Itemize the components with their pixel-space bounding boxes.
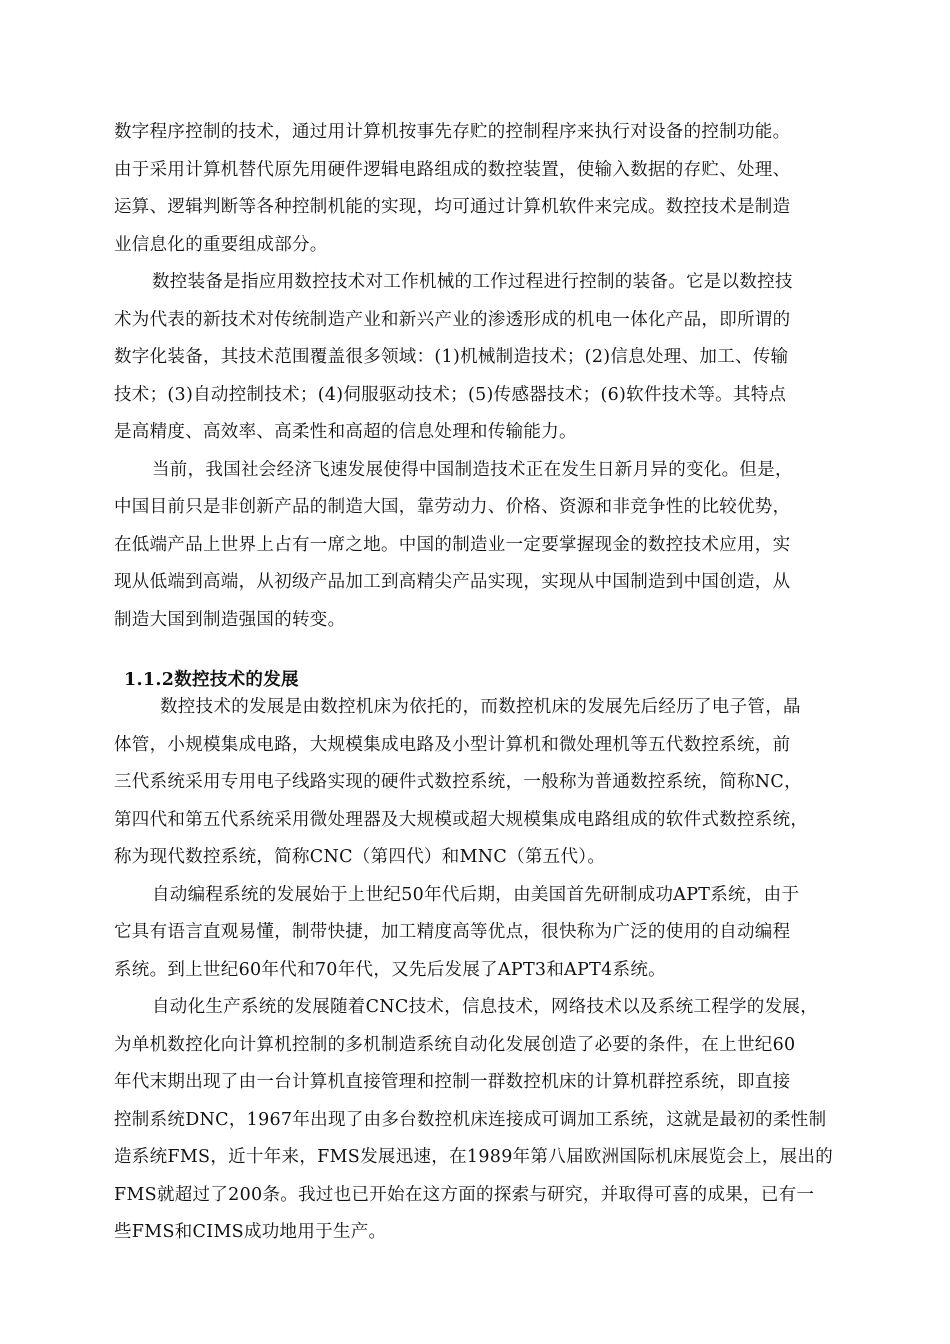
paragraph-4 — [160, 689, 870, 727]
text-line: 现从低端到高端，从初级产品加工到高精尖产品实现，实现从中国制造到中国创造，从 — [114, 572, 791, 592]
paragraph-1 — [114, 114, 870, 264]
paragraph-5-continued — [114, 914, 870, 989]
text-line: 第四代和第五代系统采用微处理器及大规模或超大规模集成电路组成的软件式数控系统， — [114, 809, 809, 830]
text-line: 年代末期出现了由一台计算机直接管理和控制一群数控机床的计算机群控系统，即直接 — [114, 1072, 791, 1092]
text-line: 数控装备是指应用数控技术对工作机械的工作过程进行控制的装备。它是以数控技 — [152, 272, 793, 292]
paragraph-6-continued — [114, 1027, 870, 1252]
text-line: 体管，小规模集成电路，大规模集成电路及小型计算机和微处理机等五代数控系统，前 — [114, 734, 791, 755]
text-line: 由于采用计算机替代原先用硬件逻辑电路组成的数控装置，使输入数据的存贮、处理、 — [114, 159, 791, 180]
text-line: 数字化装备，其技术范围覆盖很多领域：(1)机械制造技术；(2)信息处理、加工、传输 — [114, 347, 789, 367]
section-heading: 1.1.2数控技术的发展 — [124, 670, 299, 690]
paragraph-5 — [152, 877, 870, 915]
text-line: 自动编程系统的发展始于上世纪50年代后期，由美国首先研制成功APT系统，由于 — [152, 884, 800, 905]
text-line: 业信息化的重要组成部分。 — [114, 234, 328, 255]
text-line: 些FMS和CIMS成功地用于生产。 — [114, 1222, 387, 1242]
text-line: 是高精度、高效率、高柔性和高超的信息处理和传输能力。 — [114, 422, 577, 442]
text-line: 为单机数控化向计算机控制的多机制造系统自动化发展创造了必要的条件，在上世纪60 — [114, 1034, 796, 1055]
text-line: 运算、逻辑判断等各种控制机能的实现，均可通过计算机软件来完成。数控技术是制造 — [114, 197, 791, 217]
text-line: 数字程序控制的技术，通过用计算机按事先存贮的控制程序来执行对设备的控制功能。 — [114, 122, 791, 142]
text-line: 控制系统DNC，1967年出现了由多台数控机床连接成可调加工系统，这就是最初的柔性制 — [114, 1109, 827, 1130]
paragraph-2 — [152, 264, 870, 302]
text-line: 自动化生产系统的发展随着CNC技术，信息技术，网络技术以及系统工程学的发展， — [152, 997, 818, 1017]
text-line: 数控技术的发展是由数控机床为依托的，而数控机床的发展先后经历了电子管，晶 — [160, 697, 801, 717]
paragraph-3 — [152, 452, 870, 490]
text-line: 术为代表的新技术对传统制造产业和新兴产业的渗透形成的机电一体化产品，即所谓的 — [114, 309, 791, 330]
paragraph-4-continued — [114, 727, 870, 877]
text-line: 系统。到上世纪60年代和70年代，又先后发展了APT3和APT4系统。 — [114, 959, 666, 980]
paragraph-6 — [152, 989, 870, 1027]
text-line: FMS就超过了200条。我过也已开始在这方面的探索与研究，并取得可喜的成果，已有一 — [114, 1184, 815, 1205]
text-line: 在低端产品上世界上占有一席之地。中国的制造业一定要掌握现金的数控技术应用，实 — [114, 534, 791, 555]
text-line: 造系统FMS，近十年来，FMS发展迅速，在1989年第八届欧洲国际机床展览会上，展出的 — [114, 1147, 834, 1167]
text-line: 它具有语言直观易懂，制带快捷，加工精度高等优点，很快称为广泛的使用的自动编程 — [114, 922, 791, 942]
text-line: 中国目前只是非创新产品的制造大国，靠劳动力、价格、资源和非竞争性的比较优势， — [114, 497, 791, 517]
text-line: 三代系统采用专用电子线路实现的硬件式数控系统，一般称为普通数控系统，简称NC， — [114, 772, 802, 792]
text-line: 制造大国到制造强国的转变。 — [114, 609, 346, 630]
paragraph-3-continued — [114, 489, 870, 639]
text-line: 当前，我国社会经济飞速发展使得中国制造技术正在发生日新月异的变化。但是， — [152, 459, 793, 480]
text-line: 技术；(3)自动控制技术；(4)伺服驱动技术；(5)传感器技术；(6)软件技术等。其特点 — [114, 384, 787, 405]
paragraph-2-continued — [114, 302, 870, 452]
text-line: 称为现代数控系统，简称CNC（第四代）和MNC（第五代）。 — [114, 847, 606, 867]
